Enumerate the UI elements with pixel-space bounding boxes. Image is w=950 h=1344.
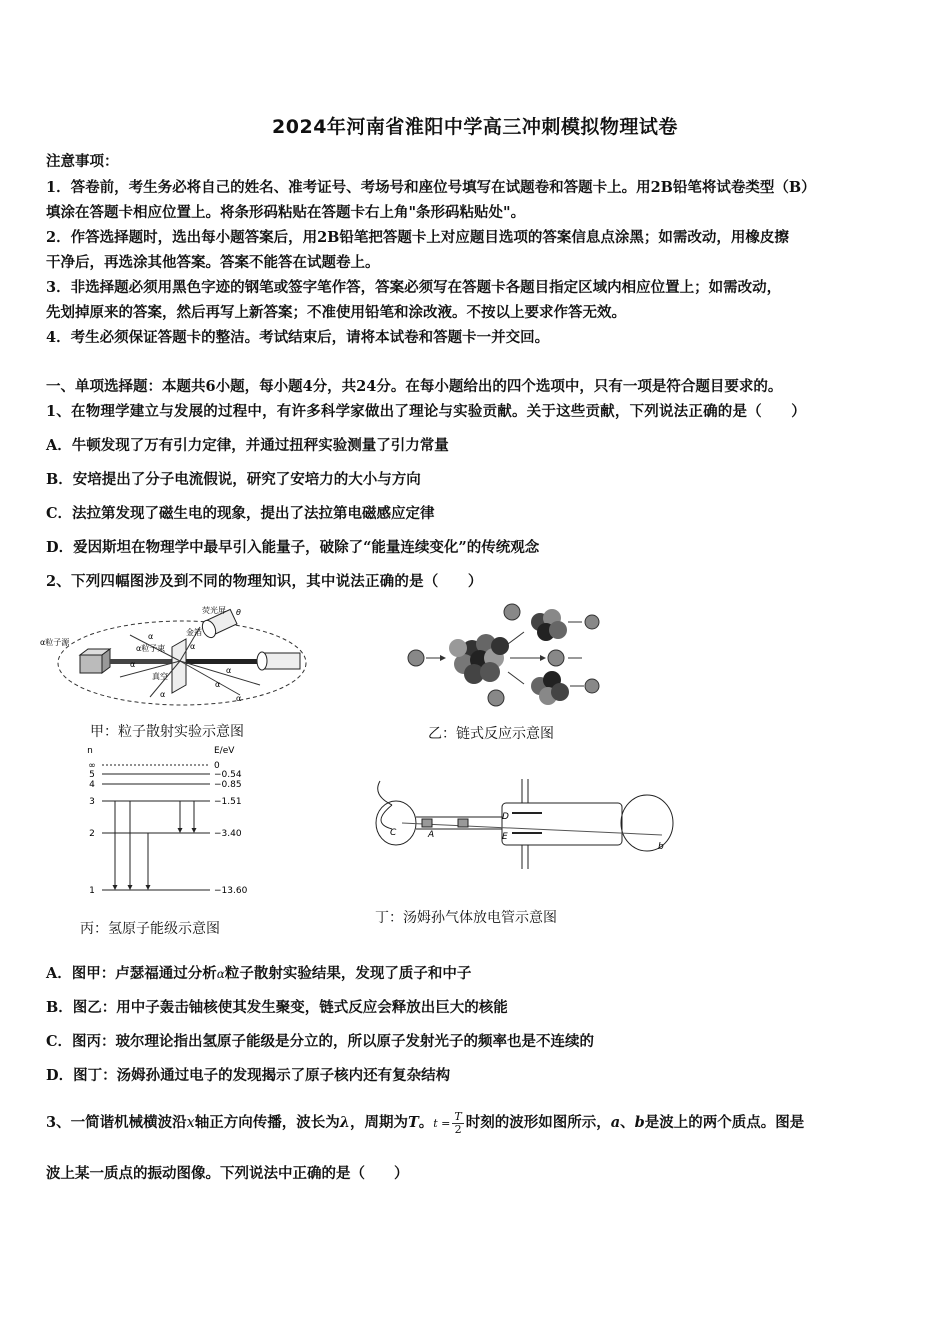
figure-yi-chain-reaction [400,600,600,715]
jia-label-foil: 金箔 [186,628,202,637]
jia-label-source: α粒子源 [40,638,70,647]
energy-level-value: −0.54 [214,770,242,780]
jia-label-alpha: α [130,660,136,669]
q2-option-a-pre: A．图甲：卢瑟福通过分析 [46,965,217,982]
notice-line: 2．作答选择题时，选出每小题答案后，用2B铅笔把答题卡上对应题目选项的答案信息点涂黑；如需改动，用橡皮擦 [46,229,789,246]
q3-fraction [452,1111,463,1136]
q3-var-b: b [634,1114,645,1131]
question-1-stem: 1、在物理学建立与发展的过程中，有许多科学家做出了理论与实验贡献。关于这些贡献，下列说法正确的是（ ） [46,403,806,420]
figure-bing-energy-levels [82,745,262,900]
ding-label-c: C [390,828,397,838]
figure-bing-caption: 丙：氢原子能级示意图 [80,921,220,937]
question-3-stem [46,1108,906,1139]
q3-text: ，周期为 [349,1114,408,1131]
jia-label-alpha: α [226,666,232,675]
jia-label-alpha: α [215,680,221,689]
notice-line: 3．非选择题必须用黑色字迹的钢笔或签字笔作答，答案必须写在答题卡各题目指定区域内相应位置上；如需改动， [46,279,782,296]
jia-label-beam: α粒子束 [136,644,166,653]
fission-product [531,609,567,641]
transition-arrowhead [178,828,183,833]
energy-level-n: 4 [89,780,95,790]
energy-level-n: 2 [89,829,95,839]
q3-frac-num: T [454,1109,462,1123]
q2-option-a [46,965,906,983]
q3-text: 3、一简谐机械横波沿 [46,1114,187,1131]
fission-product [531,671,569,705]
q3-text: 、 [620,1114,635,1131]
transition-arrowhead [146,885,151,890]
q1-option-d: D．爱因斯坦在物理学中最早引入能量子，破除了“能量连续变化”的传统观念 [46,539,540,556]
energy-level-n: 1 [89,886,95,896]
section-heading: 一、单项选择题：本题共6小题，每小题4分，共24分。在每小题给出的四个选项中，只有一项是符合题目要求的。 [46,378,783,395]
notice-heading: 注意事项： [46,153,119,170]
question-2-stem: 2、下列四幅图涉及到不同的物理知识，其中说法正确的是（ ） [46,573,483,590]
q3-text: 轴正方向传播，波长为 [194,1114,340,1131]
energy-level-value: −0.85 [214,780,242,790]
jia-label-alpha: α [236,694,242,703]
notice-line: 先划掉原来的答案，然后再写上新答案；不准使用铅笔和涂改液。不按以上要求作答无效。 [46,304,626,321]
jia-label-alpha: α [160,690,166,699]
q3-var-lambda: λ [339,1114,350,1131]
ding-label-b: b [658,842,664,852]
question-3-line2: 波上某一质点的振动图像。下列说法中正确的是（ ） [46,1165,409,1182]
q3-t-eq: t = [433,1117,451,1130]
figure-jia-scattering [40,605,315,715]
q3-text: 是波上的两个质点。图是 [644,1114,805,1131]
page-title: 2024年河南省淮阳中学高三冲刺模拟物理试卷 [272,116,678,138]
jia-label-screen: 荧光屏 [202,606,226,615]
energy-level-value: −1.51 [214,797,242,807]
jia-label-alpha: α [148,632,154,641]
notice-line: 1．答卷前，考生务必将自己的姓名、准考证号、考场号和座位号填写在试题卷和答题卡上。用2B铅笔将试卷类型（B） [46,179,816,196]
jia-label-alpha: α [190,642,196,651]
notice-line: 4．考生必须保证答题卡的整洁。考试结束后，请将本试卷和答题卡一并交回。 [46,329,550,346]
transition-arrowhead [113,885,118,890]
energy-level-n: ∞ [88,761,96,771]
energy-level-value: 0 [214,761,220,771]
alpha-symbol: α [216,967,225,981]
figure-jia-caption: 甲：粒子散射实验示意图 [90,724,244,740]
figure-ding-discharge-tube [362,775,662,875]
ding-label-e: E [502,832,508,842]
q3-var-x: x [186,1115,195,1131]
q2-option-c: C．图丙：玻尔理论指出氢原子能级是分立的，所以原子发射光子的频率也是不连续的 [46,1033,595,1050]
q2-option-d: D．图丁：汤姆孙通过电子的发现揭示了原子核内还有复杂结构 [46,1067,451,1084]
q3-var-a: a [610,1114,621,1131]
jia-label-theta: θ [236,608,241,617]
q2-option-b: B．图乙：用中子轰击铀核使其发生聚变，链式反应会释放出巨大的核能 [46,999,508,1016]
figure-yi-caption: 乙：链式反应示意图 [428,726,554,742]
figure-ding-caption: 丁：汤姆孙气体放电管示意图 [375,910,557,926]
uranium-nucleus [449,634,509,684]
q3-text: 时刻的波形如图所示， [465,1114,611,1131]
energy-level-value: −13.60 [214,886,248,896]
q1-option-c: C．法拉第发现了磁生电的现象，提出了法拉第电磁感应定律 [46,505,435,522]
energy-level-value: −3.40 [214,829,242,839]
q1-option-b: B．安培提出了分子电流假说，研究了安培力的大小与方向 [46,471,421,488]
q3-text: 。 [418,1114,434,1131]
q3-var-t: T [407,1114,419,1131]
transition-arrowhead [192,828,197,833]
ding-label-a: A [428,830,435,840]
energy-level-n: 5 [89,770,95,780]
ding-label-d: D [502,812,509,822]
notice-line: 填涂在答题卡相应位置上。将条形码粘贴在答题卡右上角"条形码粘贴处"。 [46,204,526,221]
q3-frac-den: 2 [454,1122,462,1136]
transition-arrowhead [128,885,133,890]
bing-n-label: n [87,746,93,756]
q1-option-a: A．牛顿发现了万有引力定律，并通过扭秤实验测量了引力常量 [46,437,449,454]
energy-level-n: 3 [89,797,95,807]
q2-option-a-post: 粒子散射实验结果，发现了质子和中子 [224,965,472,982]
bing-e-label: E/eV [214,746,235,756]
jia-label-vacuum: 真空 [152,672,168,681]
notice-line: 干净后，再选涂其他答案。答案不能答在试题卷上。 [46,254,380,271]
